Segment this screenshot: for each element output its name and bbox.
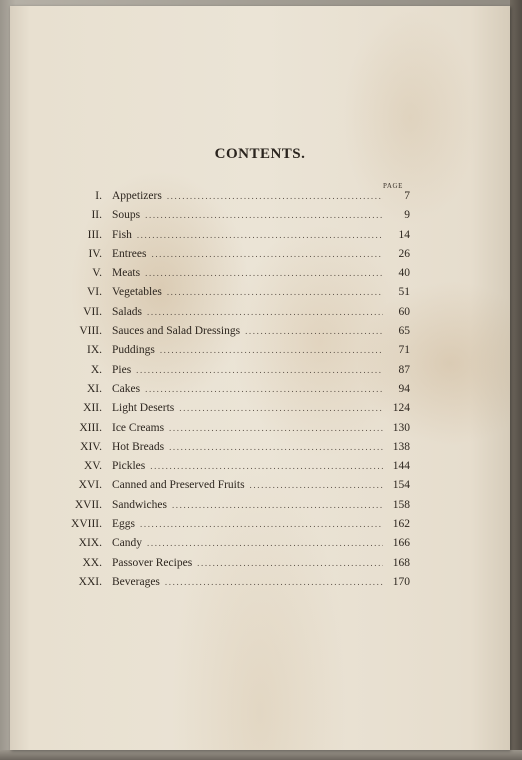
- chapter-number: V.: [92, 267, 102, 280]
- dot-leader: [197, 558, 383, 568]
- dot-leader: [150, 461, 383, 471]
- page-number: 138: [392, 440, 410, 453]
- page-number: 162: [392, 518, 410, 531]
- chapter-number: VIII.: [79, 325, 102, 338]
- chapter-number: XXI.: [78, 575, 102, 588]
- chapter-number: I.: [95, 190, 102, 202]
- chapter-title: Beverages: [112, 575, 160, 588]
- chapter-number: XVIII.: [71, 518, 102, 531]
- dot-leader: [165, 577, 383, 587]
- page-number: 65: [398, 325, 410, 338]
- chapter-number: XIV.: [80, 440, 102, 453]
- page-number: 144: [392, 460, 410, 473]
- chapter-title: Pickles: [112, 460, 146, 473]
- book-edge-bottom: [0, 750, 522, 760]
- dot-leader: [250, 480, 383, 490]
- page-number: 7: [404, 190, 410, 202]
- page-number: 158: [392, 498, 410, 511]
- toc-entry: [60, 402, 410, 421]
- chapter-number: XI.: [86, 382, 102, 395]
- dot-leader: [172, 500, 383, 510]
- chapter-title: Salads: [112, 305, 143, 318]
- dot-leader: [136, 365, 383, 375]
- chapter-number: III.: [87, 228, 102, 241]
- chapter-title: Cakes: [112, 382, 141, 395]
- chapter-number: XIII.: [79, 421, 102, 434]
- chapter-title: Sauces and Salad Dressings: [112, 325, 241, 338]
- page-number: 40: [398, 267, 410, 280]
- chapter-number: XVII.: [74, 498, 102, 511]
- dot-leader: [151, 249, 383, 259]
- chapter-title: Canned and Preserved Fruits: [112, 479, 245, 492]
- page-number: 168: [392, 556, 410, 569]
- dot-leader: [245, 326, 383, 336]
- page-number: 9: [404, 209, 410, 222]
- chapter-number: IX.: [86, 344, 102, 357]
- chapter-title: Fish: [112, 228, 132, 241]
- toc-entry: [60, 557, 410, 576]
- chapter-title: Puddings: [112, 344, 155, 357]
- page-column-header: PAGE: [382, 182, 404, 190]
- toc-entry: [60, 576, 410, 595]
- chapter-title: Candy: [112, 537, 143, 550]
- dot-leader: [140, 519, 383, 529]
- dot-leader: [145, 268, 383, 278]
- toc-entry: [60, 325, 410, 344]
- page-number: 26: [398, 247, 410, 260]
- chapter-number: XIX.: [78, 537, 102, 550]
- dot-leader: [179, 403, 383, 413]
- dot-leader: [137, 230, 383, 240]
- toc-entry: [60, 422, 410, 441]
- chapter-title: Ice Creams: [112, 421, 165, 434]
- toc-entry: [60, 267, 410, 286]
- chapter-title: Pies: [112, 363, 132, 376]
- chapter-number: VI.: [86, 286, 102, 299]
- toc-entry: [60, 229, 410, 248]
- dot-leader: [147, 538, 383, 548]
- toc-entry: [60, 344, 410, 363]
- dot-leader: [169, 442, 383, 452]
- chapter-title: Vegetables: [112, 286, 162, 299]
- page-number: 87: [398, 363, 410, 376]
- toc-entry: [60, 209, 410, 228]
- dot-leader: [145, 384, 383, 394]
- chapter-title: Entrees: [112, 247, 147, 260]
- chapter-number: VII.: [83, 305, 102, 318]
- toc-entry: [60, 441, 410, 460]
- dot-leader: [167, 191, 383, 201]
- chapter-title: Sandwiches: [112, 498, 167, 511]
- page-number: 166: [392, 537, 410, 550]
- chapter-title: Hot Breads: [112, 440, 165, 453]
- table-of-contents: [60, 190, 410, 595]
- chapter-number: IV.: [88, 247, 102, 260]
- chapter-title: Appetizers: [112, 190, 162, 202]
- chapter-number: XX.: [82, 556, 102, 569]
- page-number: 124: [392, 402, 410, 415]
- toc-entry: [60, 248, 410, 267]
- toc-entry: [60, 479, 410, 498]
- page-number: 130: [392, 421, 410, 434]
- toc-entry: [60, 537, 410, 556]
- page-number: 94: [398, 382, 410, 395]
- paper-page: [10, 6, 510, 750]
- toc-entry: [60, 364, 410, 383]
- page-number: 71: [398, 344, 410, 357]
- chapter-number: X.: [90, 363, 102, 376]
- page-number: 51: [398, 286, 410, 299]
- book-edge-right: [510, 0, 522, 760]
- chapter-title: Meats: [112, 267, 141, 280]
- toc-entry: [60, 383, 410, 402]
- page-number: 154: [392, 479, 410, 492]
- page-number: 60: [398, 305, 410, 318]
- chapter-title: Light Deserts: [112, 402, 175, 415]
- page-number: 14: [398, 228, 410, 241]
- page-number: 170: [392, 575, 410, 588]
- chapter-number: II.: [91, 209, 102, 222]
- toc-entry: [60, 190, 410, 209]
- dot-leader: [145, 210, 383, 220]
- chapter-title: Passover Recipes: [112, 556, 193, 569]
- dot-leader: [169, 423, 383, 433]
- chapter-title: Soups: [112, 209, 141, 222]
- toc-entry: [60, 306, 410, 325]
- toc-entry: [60, 460, 410, 479]
- dot-leader: [147, 307, 383, 317]
- toc-entry: [60, 518, 410, 537]
- toc-entry: [60, 286, 410, 305]
- chapter-number: XVI.: [78, 479, 102, 492]
- chapter-number: XV.: [83, 460, 102, 473]
- chapter-title: Eggs: [112, 518, 135, 531]
- contents-title: CONTENTS.: [214, 146, 306, 162]
- dot-leader: [167, 287, 383, 297]
- chapter-number: XII.: [83, 402, 102, 415]
- dot-leader: [160, 345, 383, 355]
- toc-entry: [60, 499, 410, 518]
